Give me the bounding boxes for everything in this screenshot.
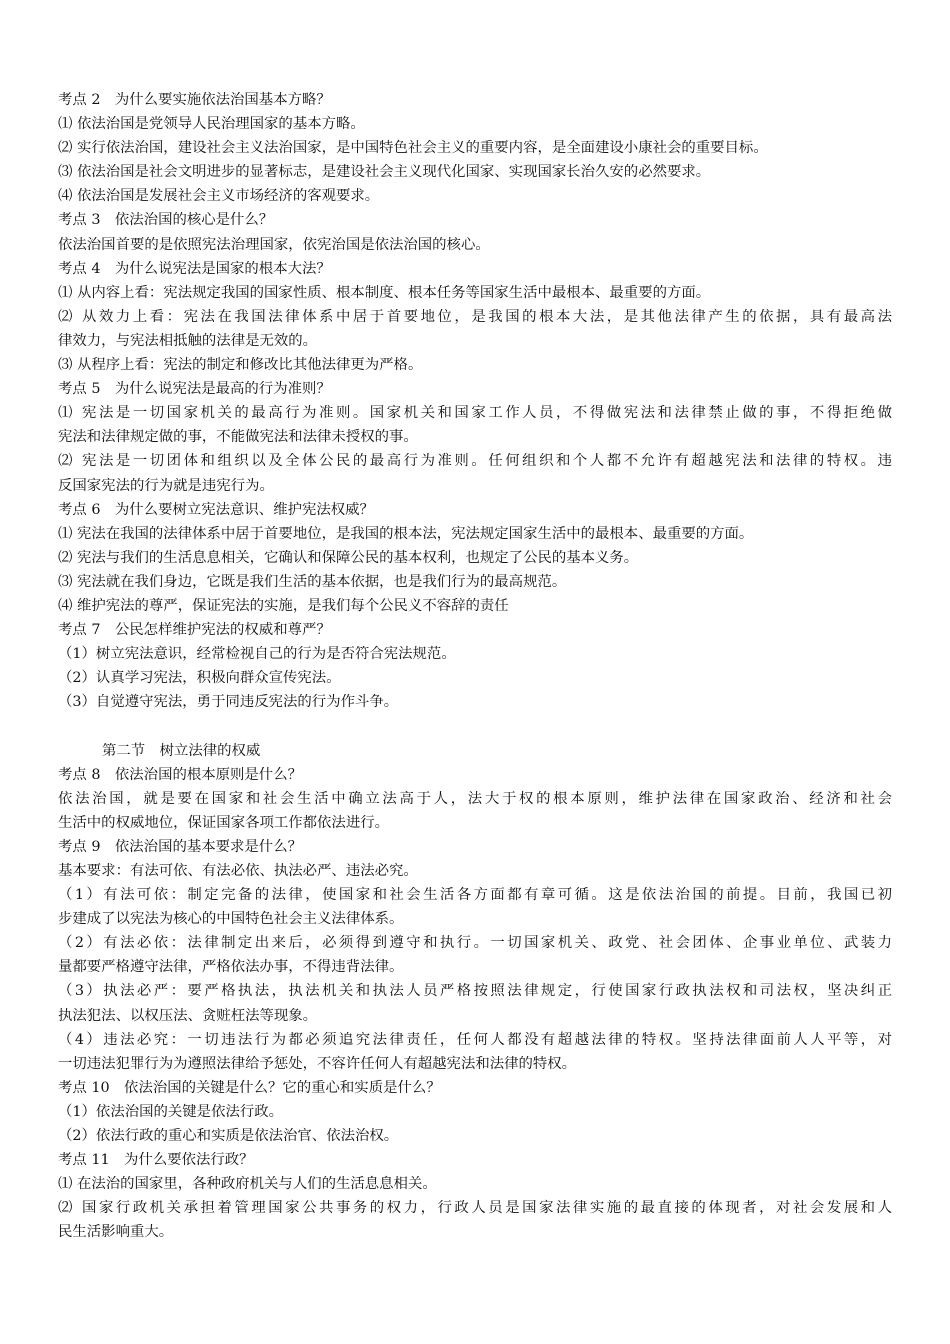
text-line: ⑴ 在法治的国家里，各种政府机关与人们的生活息息相关。 [58, 1176, 437, 1193]
text-line: （2）依法行政的重心和实质是依法治官、依法治权。 [58, 1128, 399, 1145]
question-heading: 考点 2 为什么要实施依法治国基本方略？ [58, 92, 331, 108]
text-line: （3）执法必严：要严格执法，执法机关和执法人员严格按照法律规定，行使国家行政执法权和司法权，坚决纠正 [58, 983, 892, 1000]
text-line: （2）认真学习宪法，积极向群众宣传宪法。 [58, 670, 341, 687]
text-line: 一切违法犯罪行为为遵照法律给予惩处，不容许任何人有超越宪法和法律的特权。 [58, 1055, 577, 1072]
text-line: （1）有法可依：制定完备的法律，使国家和社会生活各方面都有章可循。这是依法治国的前提。目前，我国已初 [58, 887, 892, 904]
text-line: ⑵ 实行依法治国，建设社会主义法治国家，是中国特色社会主义的重要内容，是全面建设小康社会的重要目标。 [58, 140, 768, 157]
text-line: （1）树立宪法意识，经常检视自己的行为是否符合宪法规范。 [58, 646, 456, 663]
text-line: ⑶ 依法治国是社会文明进步的显著标志，是建设社会主义现代化国家、实现国家长治久安的必然要求。 [58, 164, 711, 181]
text-line: ⑴ 从内容上看：宪法规定我国的国家性质、根本制度、根本任务等国家生活中最根本、最重要的方面。 [58, 284, 711, 301]
text-line: 宪法和法律规定做的事，不能做宪法和法律未授权的事。 [58, 429, 418, 446]
text-line: （3）自觉遵守宪法，勇于同违反宪法的行为作斗争。 [58, 694, 399, 711]
text-line: ⑵ 从效力上看：宪法在我国法律体系中居于首要地位，是我国的根本大法，是其他法律产生的依据，具有最高法 [58, 308, 892, 325]
text-line: 民生活影响重大。 [58, 1224, 174, 1241]
text-line: ⑵ 国家行政机关承担着管理国家公共事务的权力，行政人员是国家法律实施的最直接的体现者，对社会发展和人 [58, 1200, 892, 1217]
question-heading: 考点 10 依法治国的关键是什么？它的重心和实质是什么？ [58, 1079, 441, 1096]
text-line: （2）有法必依：法律制定出来后，必须得到遵守和执行。一切国家机关、政党、社会团体、企事业单位、武装力 [58, 935, 892, 952]
text-line: ⑵ 宪法与我们的生活息息相关，它确认和保障公民的基本权利，也规定了公民的基本义务。 [58, 549, 639, 566]
question-heading: 考点 11 为什么要依法行政？ [58, 1152, 254, 1169]
text-line: ⑶ 从程序上看：宪法的制定和修改比其他法律更为严格。 [58, 357, 423, 374]
question-heading: 考点 3 依法治国的核心是什么？ [58, 212, 274, 229]
text-line: （1）依法治国的关键是依法行政。 [58, 1103, 284, 1120]
text-line: 依法治国，就是要在国家和社会生活中确立法高于人，法大于权的根本原则，维护法律在国家政治、经济和社会 [58, 790, 892, 807]
text-line: 执法犯法、以权压法、贪赃枉法等现象。 [58, 1007, 318, 1024]
question-heading: 考点 5 为什么说宪法是最高的行为准则？ [58, 381, 331, 398]
text-line: 基本要求：有法可依、有法必依、执法必严、违法必究。 [58, 863, 418, 879]
question-heading: 考点 8 依法治国的根本原则是什么？ [58, 766, 302, 783]
text-line: 生活中的权威地位，保证国家各项工作都依法进行。 [58, 814, 389, 831]
question-heading: 考点 7 公民怎样维护宪法的权威和尊严？ [58, 622, 331, 639]
text-line: ⑷ 依法治国是发展社会主义市场经济的客观要求。 [58, 188, 380, 205]
question-heading: 考点 9 依法治国的基本要求是什么？ [58, 838, 302, 855]
text-line: ⑶ 宪法就在我们身边，它既是我们生活的基本依据，也是我们行为的最高规范。 [58, 573, 567, 590]
question-heading: 考点 6 为什么要树立宪法意识、维护宪法权威？ [58, 501, 374, 518]
text-line: 量都要严格遵守法律，严格依法办事，不得违背法律。 [58, 959, 404, 976]
text-line: 步建成了以宪法为核心的中国特色社会主义法律体系。 [58, 911, 404, 928]
text-line: ⑷ 维护宪法的尊严，保证宪法的实施，是我们每个公民义不容辞的责任 [58, 597, 509, 614]
text-line: ⑴ 宪法在我国的法律体系中居于首要地位，是我国的根本法，宪法规定国家生活中的最根本、最重要的方面。 [58, 525, 754, 542]
text-line: 反国家宪法的行为就是违宪行为。 [58, 477, 274, 494]
text-line: 依法治国首要的是依照宪法治理国家，依宪治国是依法治国的核心。 [58, 236, 490, 253]
text-line: ⑵ 宪法是一切团体和组织以及全体公民的最高行为准则。任何组织和个人都不允许有超越宪法和法律的特权。违 [58, 453, 892, 470]
text-line: （4）违法必究：一切违法行为都必须追究法律责任，任何人都没有超越法律的特权。坚持法律面前人人平等，对 [58, 1031, 892, 1048]
blank-line [58, 714, 892, 738]
text-line: ⑴ 宪法是一切国家机关的最高行为准则。国家机关和国家工作人员，不得做宪法和法律禁止做的事，不得拒绝做 [58, 405, 892, 422]
question-heading: 考点 4 为什么说宪法是国家的根本大法？ [58, 260, 331, 277]
text-line: 律效力，与宪法相抵触的法律是无效的。 [58, 332, 318, 349]
section-heading: 第二节 树立法律的权威 [102, 742, 261, 759]
text-line: ⑴ 依法治国是党领导人民治理国家的基本方略。 [58, 116, 365, 133]
